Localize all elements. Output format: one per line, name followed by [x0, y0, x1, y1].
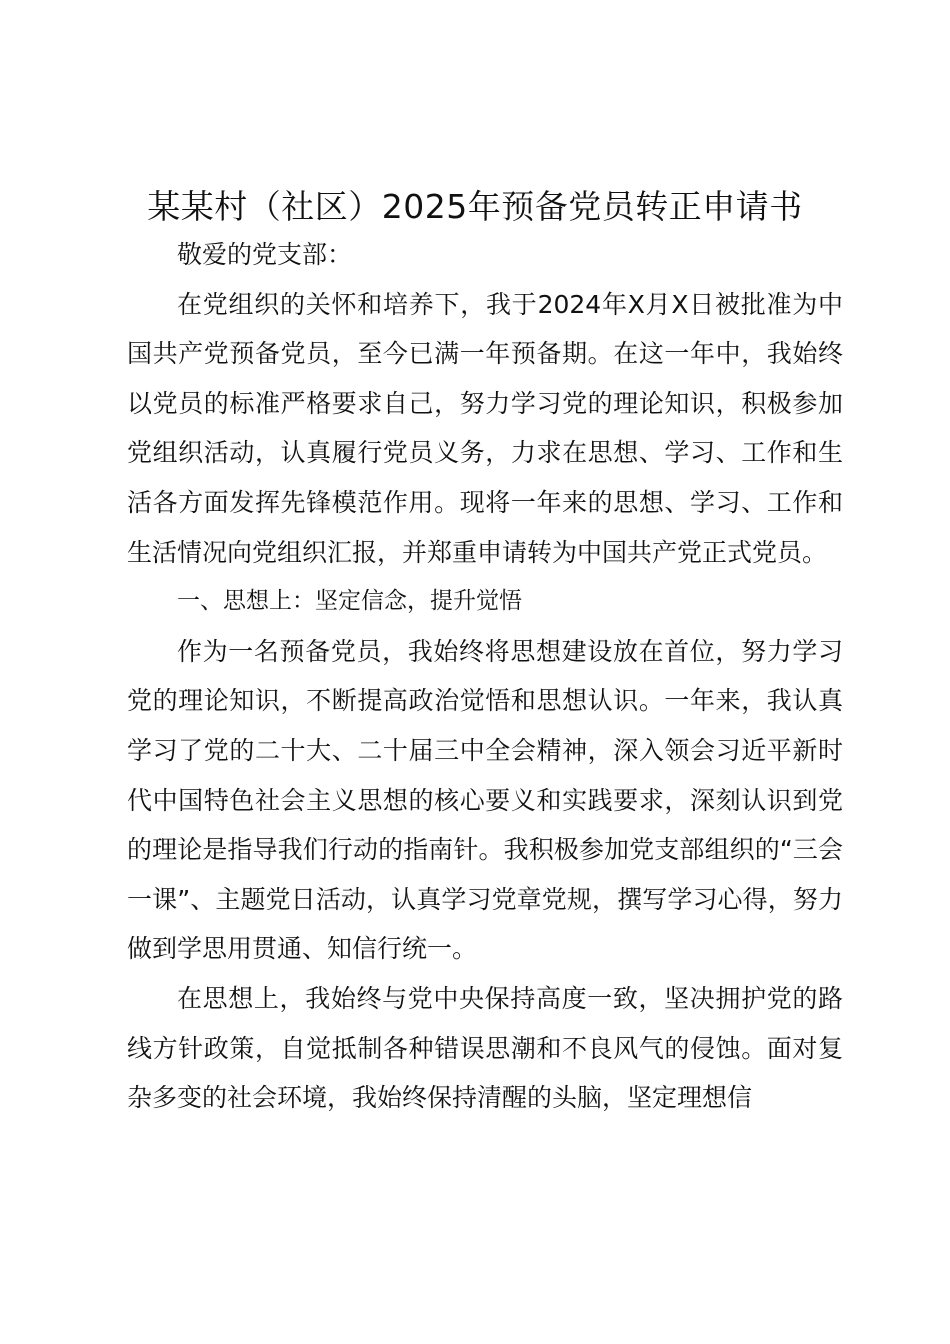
section-paragraph: 在思想上，我始终与党中央保持高度一致，坚决拥护党的路线方针政策，自觉抵制各种错误思潮和不良风气的侵蚀。面对复杂多变的社会环境，我始终保持清醒的头脑，坚定理想信: [127, 983, 843, 1113]
salutation: 敬爱的党支部：: [177, 240, 353, 269]
intro-paragraph: 在党组织的关怀和培养下，我于2024年X月X日被批准为中国共产党预备党员，至今已满一年预备期。在这一年中，我始终以党员的标准严格要求自己，努力学习党的理论知识，积极参加党组织活动，认真履行党员义务，力求在思想、学习、工作和生活各方面发挥先锋模范作用。现将一年来的思想、学习、工作和生活情况向党组织汇报，并郑重申请转为中国共产党正式党员。: [127, 289, 843, 567]
document-title: 某某村（社区）2025年预备党员转正申请书: [147, 187, 803, 226]
section-paragraph: 作为一名预备党员，我始终将思想建设放在首位，努力学习党的理论知识，不断提高政治觉悟和思想认识。一年来，我认真学习了党的二十大、二十届三中全会精神，深入领会习近平新时代中国特色社会主义思想的核心要义和实践要求，深刻认识到党的理论是指导我们行动的指南针。我积极参加党支部组织的“三会一课”、主题党日活动，认真学习党章党规，撰写学习心得，努力做到学思用贯通、知信行统一。: [127, 636, 843, 964]
document-body: [127, 230, 843, 1123]
section-heading-ideology: 一、思想上：坚定信念，提升觉悟: [177, 588, 522, 615]
